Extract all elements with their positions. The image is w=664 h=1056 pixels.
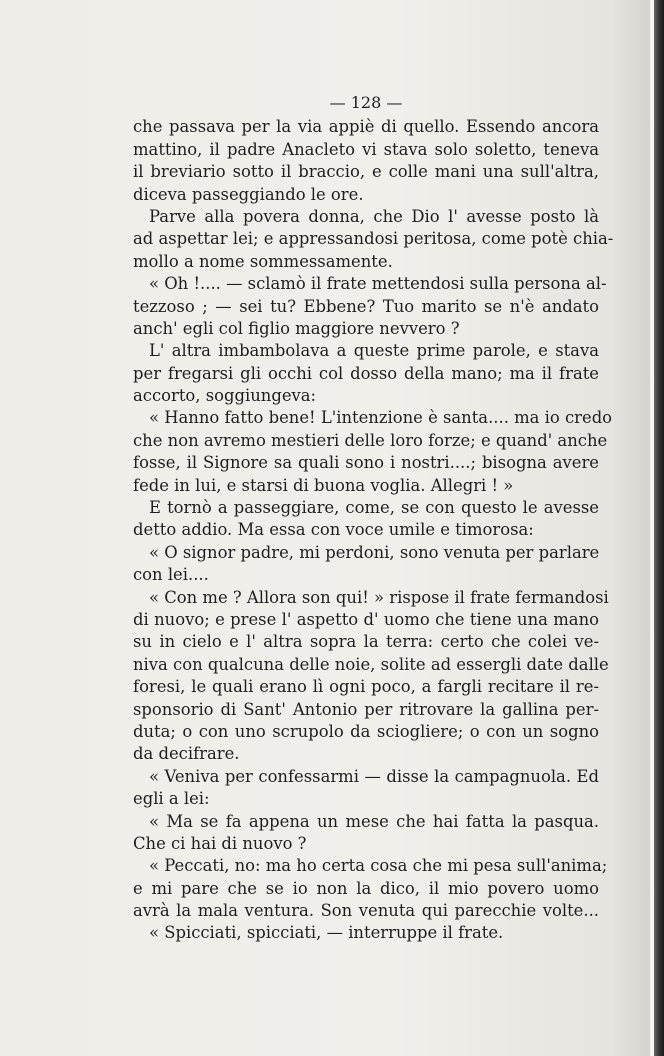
text-line: anch' egli col figlio maggiore nevvero ? bbox=[133, 318, 460, 338]
text-line: niva con qualcuna delle noie, solite ad essergli date dalle bbox=[133, 654, 609, 674]
text-line: egli a lei: bbox=[133, 789, 210, 809]
page-number: — 128 — bbox=[329, 93, 403, 112]
page-text-block bbox=[133, 92, 614, 945]
text-line: « Peccati, no: ma ho certa cosa che mi pesa sull'anima; bbox=[149, 856, 608, 876]
text-line: accorto, soggiungeva: bbox=[133, 386, 317, 406]
text-line: duta; o con uno scrupolo da sciogliere; o con un sogno bbox=[133, 721, 599, 741]
text-lines bbox=[133, 116, 614, 944]
text-line: tezzoso ; — sei tu? Ebbene? Tuo marito se n'è andato bbox=[133, 296, 599, 316]
text-line: avrà la mala ventura. Son venuta qui parecchie volte... bbox=[133, 901, 599, 921]
text-line: il breviario sotto il braccio, e colle mani una sull'altra, bbox=[133, 162, 599, 182]
text-line: « Hanno fatto bene! L'intenzione è santa.... ma io credo bbox=[149, 408, 613, 428]
text-line: E tornò a passeggiare, come, se con questo le avesse bbox=[149, 498, 599, 518]
text-line: « Veniva per confessarmi — disse la campagnuola. Ed bbox=[149, 766, 599, 786]
text-line: Che ci hai di nuovo ? bbox=[133, 833, 307, 853]
page-edge-highlight bbox=[650, 0, 654, 1056]
text-line: per fregarsi gli occhi col dosso della mano; ma il frate bbox=[133, 363, 599, 383]
text-line: fosse, il Signore sa quali sono i nostri....; bisogna avere bbox=[133, 453, 599, 473]
text-line: « Oh !.... — sclamò il frate mettendosi sulla persona al- bbox=[149, 274, 607, 294]
text-line: « Spicciati, spicciati, — interruppe il frate. bbox=[149, 923, 504, 943]
text-line: detto addio. Ma essa con voce umile e timorosa: bbox=[133, 520, 534, 540]
text-line: e mi pare che se io non la dico, il mio povero uomo bbox=[133, 878, 599, 898]
text-line: da decifrare. bbox=[133, 744, 240, 764]
text-line: « O signor padre, mi perdoni, sono venuta per parlare bbox=[149, 542, 600, 562]
text-line: ad aspettar lei; e appressandosi peritosa, come potè chia- bbox=[133, 229, 614, 249]
text-line: fede in lui, e starsi di buona voglia. Allegri ! » bbox=[133, 475, 514, 495]
text-line: « Con me ? Allora son qui! » rispose il frate fermandosi bbox=[149, 587, 609, 607]
text-line: mattino, il padre Anacleto vi stava solo soletto, teneva bbox=[133, 139, 599, 159]
text-line: « Ma se fa appena un mese che hai fatta la pasqua. bbox=[149, 811, 599, 831]
text-line: Parve alla povera donna, che Dio l' avesse posto là bbox=[149, 206, 599, 226]
text-line: diceva passeggiando le ore. bbox=[133, 184, 364, 204]
text-line: L' altra imbambolava a queste prime parole, e stava bbox=[149, 341, 599, 361]
text-line: mollo a nome sommessamente. bbox=[133, 251, 393, 271]
text-line: con lei.... bbox=[133, 565, 209, 585]
text-line: foresi, le quali erano lì ogni poco, a fargli recitare il re- bbox=[133, 677, 599, 697]
text-line: che passava per la via appiè di quello. Essendo ancora bbox=[133, 117, 599, 137]
text-line: che non avremo mestieri delle loro forze; e quand' anche bbox=[133, 430, 608, 450]
text-line: sponsorio di Sant' Antonio per ritrovare la gallina per- bbox=[133, 699, 599, 719]
text-line: di nuovo; e prese l' aspetto d' uomo che tiene una mano bbox=[133, 610, 599, 629]
text-line: su in cielo e l' altra sopra la terra: certo che colei ve- bbox=[133, 632, 599, 652]
